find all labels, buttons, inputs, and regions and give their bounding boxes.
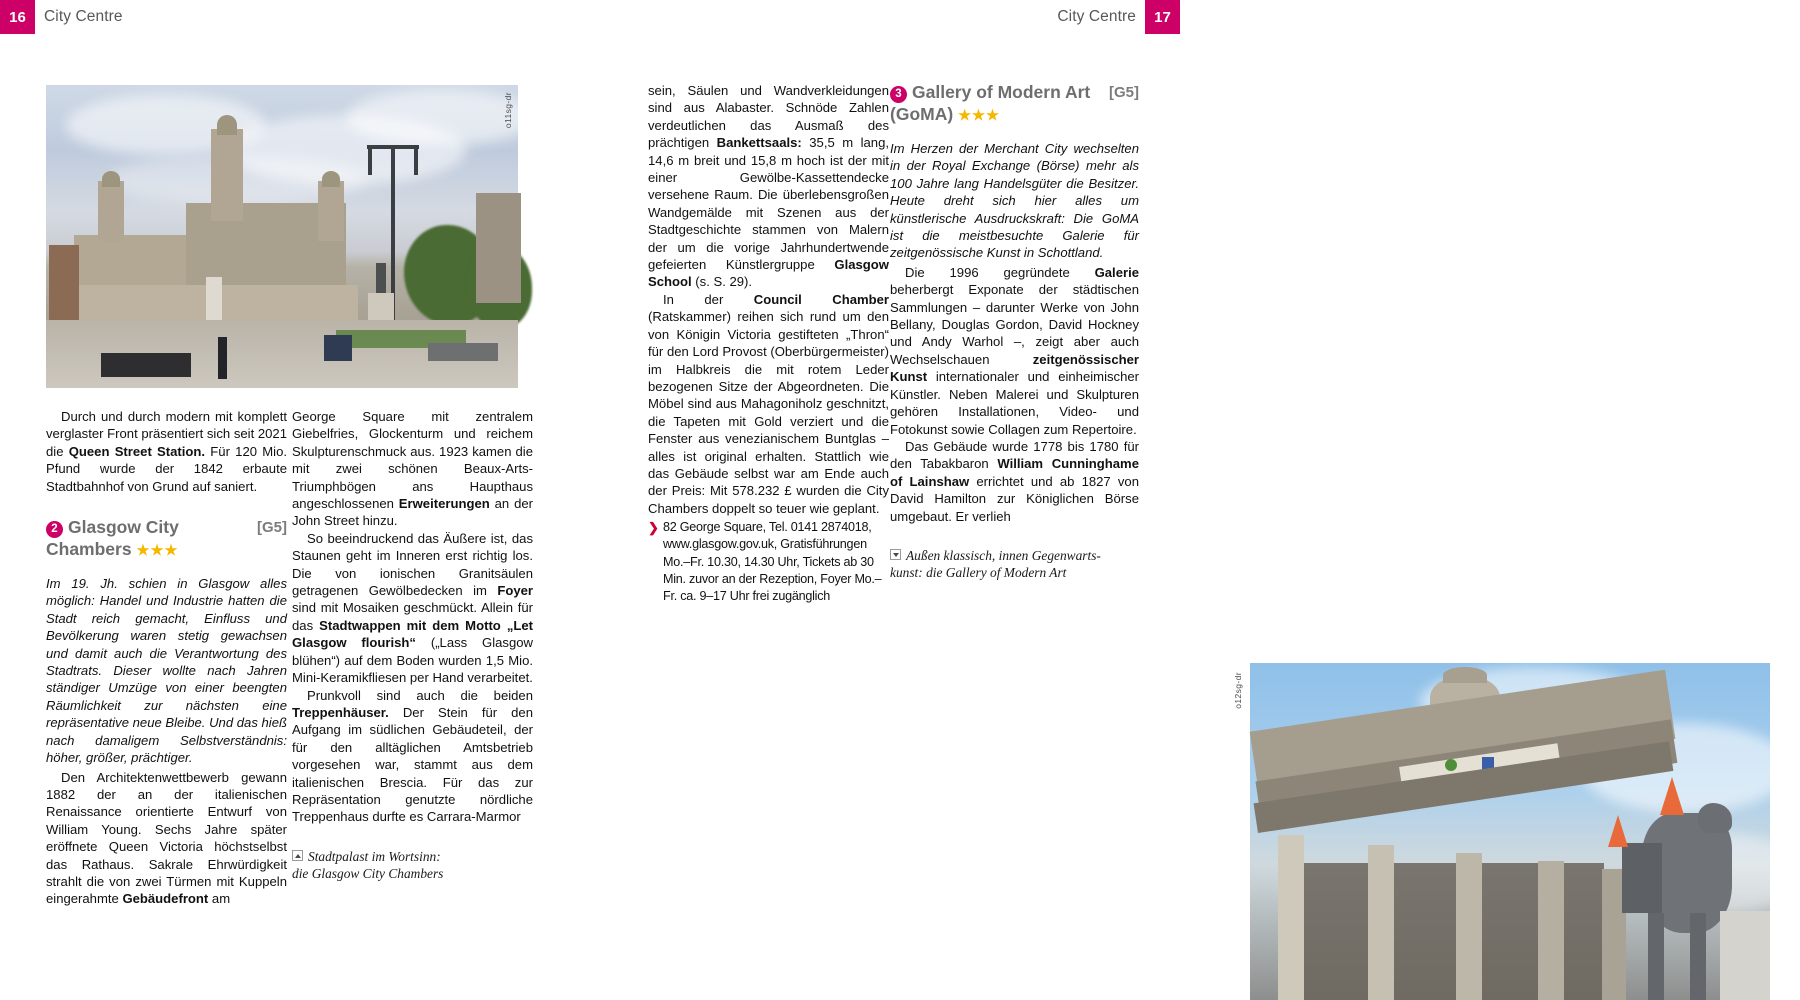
paragraph-square-continued xyxy=(292,408,533,530)
paragraph-gallery-collection xyxy=(890,264,1139,438)
photo-credit-george-square: o11sg-dr xyxy=(503,92,513,129)
paragraph-architecture-competition xyxy=(46,769,287,908)
bold-william-cunninghame: William Cunninghame of Lainshaw xyxy=(890,456,1139,489)
caption-george-square-photo xyxy=(292,848,533,883)
bold-council-chamber: Council Chamber xyxy=(753,291,890,307)
text-run: beherbergt Exponate der städtischen Sammlungen – darunter Werke von John Bellany, Douglas Gordon, David Hockney und Andy Warhol –, zeigt aber auch Wechselschauen xyxy=(890,282,1139,367)
paragraph-council-chamber xyxy=(648,291,889,517)
text-run: Prunkvoll sind auch die beiden xyxy=(307,687,533,703)
text-run: internationaler und einheimischer Künstler. Neben Malerei und Skulpturen gehören Installationen, Video- und Fotokunst sowie Collagen zum Repertoire. xyxy=(890,369,1139,437)
text-run: Für 120 Mio. Pfund wurde der 1842 erbaute Stadtbahnhof von Grund auf saniert. xyxy=(46,443,287,494)
bold-glasgow-school: Glasgow School xyxy=(648,257,889,290)
caption-goma-photo xyxy=(890,547,1139,582)
grid-reference: [G5] xyxy=(257,519,287,537)
page-verso xyxy=(0,0,590,1000)
text-run: sein, Säulen und Wandverkleidungen sind aus Alabaster. Schnöde Zahlen verdeutlichen das Ausmaß des prächtigen xyxy=(648,83,889,151)
text-column-4 xyxy=(890,82,1139,582)
text-run: sind mit Mosaiken geschmückt. Allein für das xyxy=(292,600,533,633)
bold-erweiterungen: Erweiterungen xyxy=(398,496,490,512)
grid-reference: [G5] xyxy=(1109,84,1139,101)
caption-line2: die Glasgow City Chambers xyxy=(292,866,444,882)
lead-paragraph-goma: Im Herzen der Merchant City wechselten in der Royal Exchange (Börse) mehr als 100 Jahre lang Handelsgüter die Besitzer. Heute dreht sich hier alles um künstlerische Ausdruckskraft: Die GoMA ist die meistbesuchte Galerie für zeitgenössische Kunst in Schottland. xyxy=(890,141,1139,261)
text-run: („Lass Glasgow blühen“) auf dem Boden wurden 1,5 Mio. Mini-Keramikfliesen per Hand verarbeitet. xyxy=(292,635,533,686)
page-number-left: 16 xyxy=(0,0,35,34)
bold-galerie: Galerie xyxy=(1094,264,1139,280)
paragraph-banquet-hall xyxy=(648,82,889,291)
photo-credit-goma: o12sg-dr xyxy=(1233,672,1243,709)
text-run: (Ratskammer) reihen sich rund um den von Königin Victoria gestifteten „Thron“ für den Lord Provost (Oberbürgermeister) im Halbkreis die mit rotem Leder bezogenen Sitze der Abgeordneten. Die Möbel sind aus Mahagoniholz geschnitzt, die Tapeten mit Gold verziert und die Fenster aus venezianischem Buntglas – alles ist original erhalten. Stattlich wie das Gebäude selbst war am Ende auch der Preis: Mit 578.232 £ wurden die City Chambers doppelt so teuer wie geplant. xyxy=(648,309,889,516)
text-run: Der Stein für den Aufgang im südlichen Gebäudeteil, der für den alltäglichen Amtsbetrieb vorgesehen war, stammt aus dem italienischen Brescia. Für das zur Repräsentation genutzte nördliche Treppenhaus durfte es Carrara-Marmor xyxy=(292,704,533,825)
poi-number-badge: 2 xyxy=(46,521,63,538)
text-run: Den Architektenwettbewerb gewann 1882 der an der italienischen Renaissance orientierte Entwurf von William Young. Sechs Jahre später eröffnete Queen Victoria höchstselbst das Rathaus. Sakrale Ehrwürdigkeit strahlt die von zwei Türmen mit Kuppeln eingerahmte xyxy=(46,769,287,907)
arrow-up-box-icon xyxy=(292,850,303,861)
poi-number-badge: 3 xyxy=(890,86,907,103)
photo-george-square xyxy=(46,85,518,388)
bold-bankettsaal: Bankettsaals: xyxy=(716,135,802,151)
poi-title-line1: Glasgow City xyxy=(68,517,179,538)
visitor-info-text: 82 George Square, Tel. 0141 2874018, www.glasgow.gov.uk, Gratisführungen Mo.–Fr. 10.30, 14.30 Uhr, Tickets ab 30 Min. zuvor an der Rezeption, Foyer Mo.–Fr. ca. 9–17 Uhr frei zugänglich xyxy=(663,520,882,603)
lead-paragraph-chambers: Im 19. Jh. schien in Glasgow alles möglich: Handel und Industrie hatten die Stadt reich gemacht, Einfluss und Bevölkerung waren stetig gewachsen und damit auch die Verantwortung des Stadtrats. Dieser wollte nach Jahren ständiger Umzüge von einer beengten Räumlichkeit zur nächsten eine repräsentative neue Bleibe. Und das hieß nach damaligem Selbstverständnis: höher, größer, prächtiger. xyxy=(46,576,287,766)
text-run: an der John Street hinzu. xyxy=(292,496,533,529)
text-run: 35,5 m lang, 14,6 m breit und 15,8 m hoch ist der mit einer Gewölbe-Kassettendecke versehene Raum. Die überlebensgroßen Wandgemälde mit Szenen aus der Stadtgeschichte stammen von Malern der um die vorige Jahrhundertwende gefeierten Künstlergruppe xyxy=(648,135,889,273)
bold-stadtwappen-motto: Stadtwappen mit dem Motto „Let Glasgow flourish“ xyxy=(292,617,534,651)
text-run: errichtet und ab 1827 von David Hamilton zur Königlichen Börse umgebaut. Er verlieh xyxy=(890,473,1139,524)
page-number-right: 17 xyxy=(1145,0,1180,34)
text-run: So beeindruckend das Äußere ist, das Staunen geht im Inneren erst richtig los. Die von ionischen Granitsäulen getragenen Gewölbedecken im xyxy=(292,530,533,599)
rating-stars: ★★★ xyxy=(136,542,179,559)
text-column-3 xyxy=(648,82,889,605)
text-run: (s. S. 29). xyxy=(691,274,753,290)
bold-queen-street-station: Queen Street Station. xyxy=(68,443,206,459)
rating-stars: ★★★ xyxy=(958,107,1001,124)
poi-heading-glasgow-city-chambers xyxy=(46,517,287,562)
page-recto xyxy=(590,0,1243,1000)
text-column-1 xyxy=(46,408,287,908)
running-title-left: City Centre xyxy=(44,8,123,25)
text-run: George Square mit zentralem Giebelfries, Glockenturm und reichem Skulpturenschmuck aus. 1923 kamen die mit zwei schönen Beaux-Arts-Triumphbögen ans Haupthaus angeschlossenen xyxy=(292,409,533,512)
paragraph-building-history xyxy=(890,438,1139,525)
bold-zeitgenoessische-kunst: zeitgenössischer Kunst xyxy=(890,351,1139,385)
caption-line1: Außen klassisch, innen Gegenwarts- xyxy=(906,547,1101,563)
bold-gebaeudefront: Gebäudefront xyxy=(122,891,209,907)
paragraph-interior xyxy=(292,530,533,687)
poi-title-line2: Chambers xyxy=(46,538,132,559)
paragraph-queen-street xyxy=(46,408,287,495)
text-run: Das Gebäude wurde 1778 bis 1780 für den Tabakbaron xyxy=(890,438,1139,472)
chevron-right-icon: ❯ xyxy=(648,520,659,536)
text-column-2 xyxy=(292,408,533,883)
photo-gallery-of-modern-art xyxy=(1250,663,1770,1000)
text-run: Die 1996 gegründete xyxy=(905,264,1095,280)
paragraph-staircases xyxy=(292,687,533,826)
caption-line2: kunst: die Gallery of Modern Art xyxy=(890,565,1067,581)
caption-line1: Stadtpalast im Wortsinn: xyxy=(308,848,441,864)
bold-foyer: Foyer xyxy=(497,583,533,599)
poi-title-line2: (GoMA) xyxy=(890,103,954,124)
visitor-info-block-chambers xyxy=(648,519,889,605)
poi-title-line1: Gallery of Modern Art xyxy=(912,82,1091,102)
bold-treppenhaeuser: Treppenhäuser. xyxy=(292,704,389,720)
text-run: Durch und durch modern mit komplett verglaster Front präsentiert sich seit 2021 die xyxy=(46,409,287,459)
running-title-right: City Centre xyxy=(1057,8,1136,25)
poi-heading-gallery-of-modern-art xyxy=(890,82,1139,127)
text-run: am xyxy=(208,891,231,907)
arrow-down-box-icon xyxy=(890,549,901,560)
text-run: In der xyxy=(663,291,754,307)
